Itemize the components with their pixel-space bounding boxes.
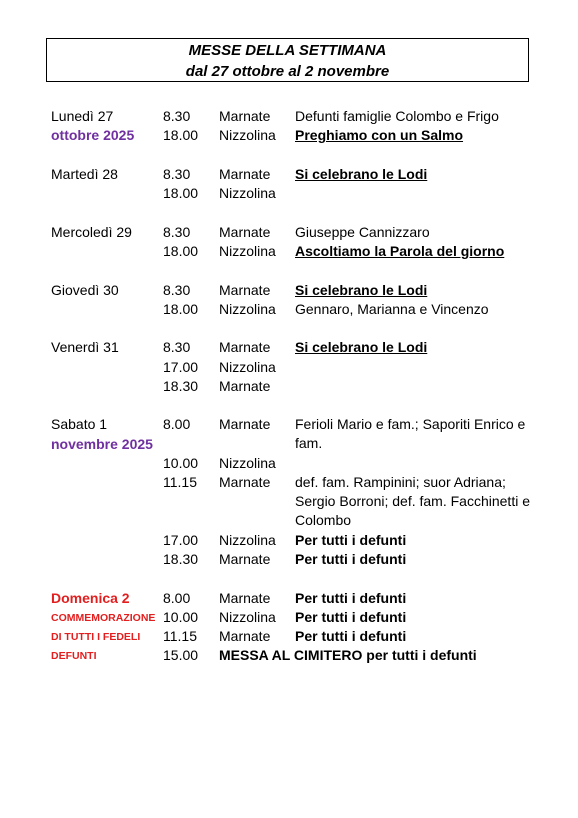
mass-place: Nizzolina xyxy=(219,185,276,201)
mass-time: 8.30 xyxy=(163,108,191,124)
month-label: ottobre 2025 xyxy=(51,127,135,143)
mass-time: 8.00 xyxy=(163,416,191,432)
mass-intention: Si celebrano le Lodi xyxy=(295,282,428,298)
mass-intention: Giuseppe Cannizzaro xyxy=(295,224,430,240)
mass-place: Marnate xyxy=(219,474,271,490)
mass-place: Nizzolina xyxy=(219,455,276,471)
page-title: MESSE DELLA SETTIMANA xyxy=(188,42,387,59)
mass-place: Marnate xyxy=(219,416,271,432)
mass-intention: MESSA AL CIMITERO per tutti i defunti xyxy=(219,647,477,663)
mass-intention: Per tutti i defunti xyxy=(295,609,407,625)
day-label: Mercoledì 29 xyxy=(51,224,132,240)
mass-place: Marnate xyxy=(219,166,271,182)
mass-intention: Defunti famiglie Colombo e Frigo xyxy=(295,108,499,124)
mass-time: 10.00 xyxy=(163,609,199,625)
mass-place: Nizzolina xyxy=(219,359,276,375)
mass-place: Marnate xyxy=(219,628,271,644)
feast-label: DEFUNTI xyxy=(51,650,97,662)
mass-intention: Per tutti i defunti xyxy=(295,628,407,644)
mass-place: Nizzolina xyxy=(219,609,276,625)
mass-place: Marnate xyxy=(219,282,271,298)
mass-intention: Ferioli Mario e fam.; Saporiti Enrico e fam. xyxy=(295,416,526,451)
month-label: novembre 2025 xyxy=(51,436,153,452)
mass-time: 18.00 xyxy=(163,243,199,259)
mass-place: Marnate xyxy=(219,590,271,606)
mass-time: 11.15 xyxy=(163,628,197,644)
mass-time: 18.00 xyxy=(163,185,199,201)
title-box xyxy=(46,38,529,82)
mass-intention: Per tutti i defunti xyxy=(295,551,407,567)
mass-time: 18.00 xyxy=(163,301,199,317)
mass-time: 18.30 xyxy=(163,551,199,567)
mass-time: 8.00 xyxy=(163,590,191,606)
day-label: Martedì 28 xyxy=(51,166,118,182)
mass-intention: Gennaro, Marianna e Vincenzo xyxy=(295,301,489,317)
mass-intention: Per tutti i defunti xyxy=(295,590,407,606)
mass-place: Nizzolina xyxy=(219,301,276,317)
day-label: Giovedì 30 xyxy=(51,282,119,298)
day-label: Lunedì 27 xyxy=(51,108,114,124)
mass-time: 10.00 xyxy=(163,455,199,471)
mass-place: Marnate xyxy=(219,378,271,394)
mass-place: Marnate xyxy=(219,551,271,567)
page-subtitle: dal 27 ottobre al 2 novembre xyxy=(185,63,390,80)
feast-label: COMMEMORAZIONE xyxy=(51,612,156,624)
mass-place: Marnate xyxy=(219,339,271,355)
mass-intention: Si celebrano le Lodi xyxy=(295,166,428,182)
mass-time: 8.30 xyxy=(163,282,191,298)
mass-place: Marnate xyxy=(219,108,271,124)
day-label: Sabato 1 xyxy=(51,416,108,432)
mass-intention: Si celebrano le Lodi xyxy=(295,339,428,355)
day-label: Domenica 2 xyxy=(51,590,130,606)
mass-intention: Ascoltiamo la Parola del giorno xyxy=(295,243,505,259)
feast-label: DI TUTTI I FEDELI xyxy=(51,631,141,643)
mass-place: Marnate xyxy=(219,224,271,240)
mass-time: 8.30 xyxy=(163,339,191,355)
mass-place: Nizzolina xyxy=(219,127,276,143)
mass-intention: Per tutti i defunti xyxy=(295,532,407,548)
mass-place: Nizzolina xyxy=(219,532,276,548)
mass-time: 8.30 xyxy=(163,224,191,240)
mass-time: 18.00 xyxy=(163,127,199,143)
mass-time: 11.15 xyxy=(163,474,197,490)
mass-time: 15.00 xyxy=(163,647,199,663)
mass-place: Nizzolina xyxy=(219,243,276,259)
day-label: Venerdì 31 xyxy=(51,339,119,355)
mass-time: 17.00 xyxy=(163,532,199,548)
mass-intention: Preghiamo con un Salmo xyxy=(295,127,464,143)
mass-time: 17.00 xyxy=(163,359,199,375)
mass-intention: def. fam. Rampinini; suor Adriana; Sergio Borroni; def. fam. Facchinetti e Colombo xyxy=(295,474,530,528)
mass-time: 18.30 xyxy=(163,378,199,394)
mass-time: 8.30 xyxy=(163,166,191,182)
